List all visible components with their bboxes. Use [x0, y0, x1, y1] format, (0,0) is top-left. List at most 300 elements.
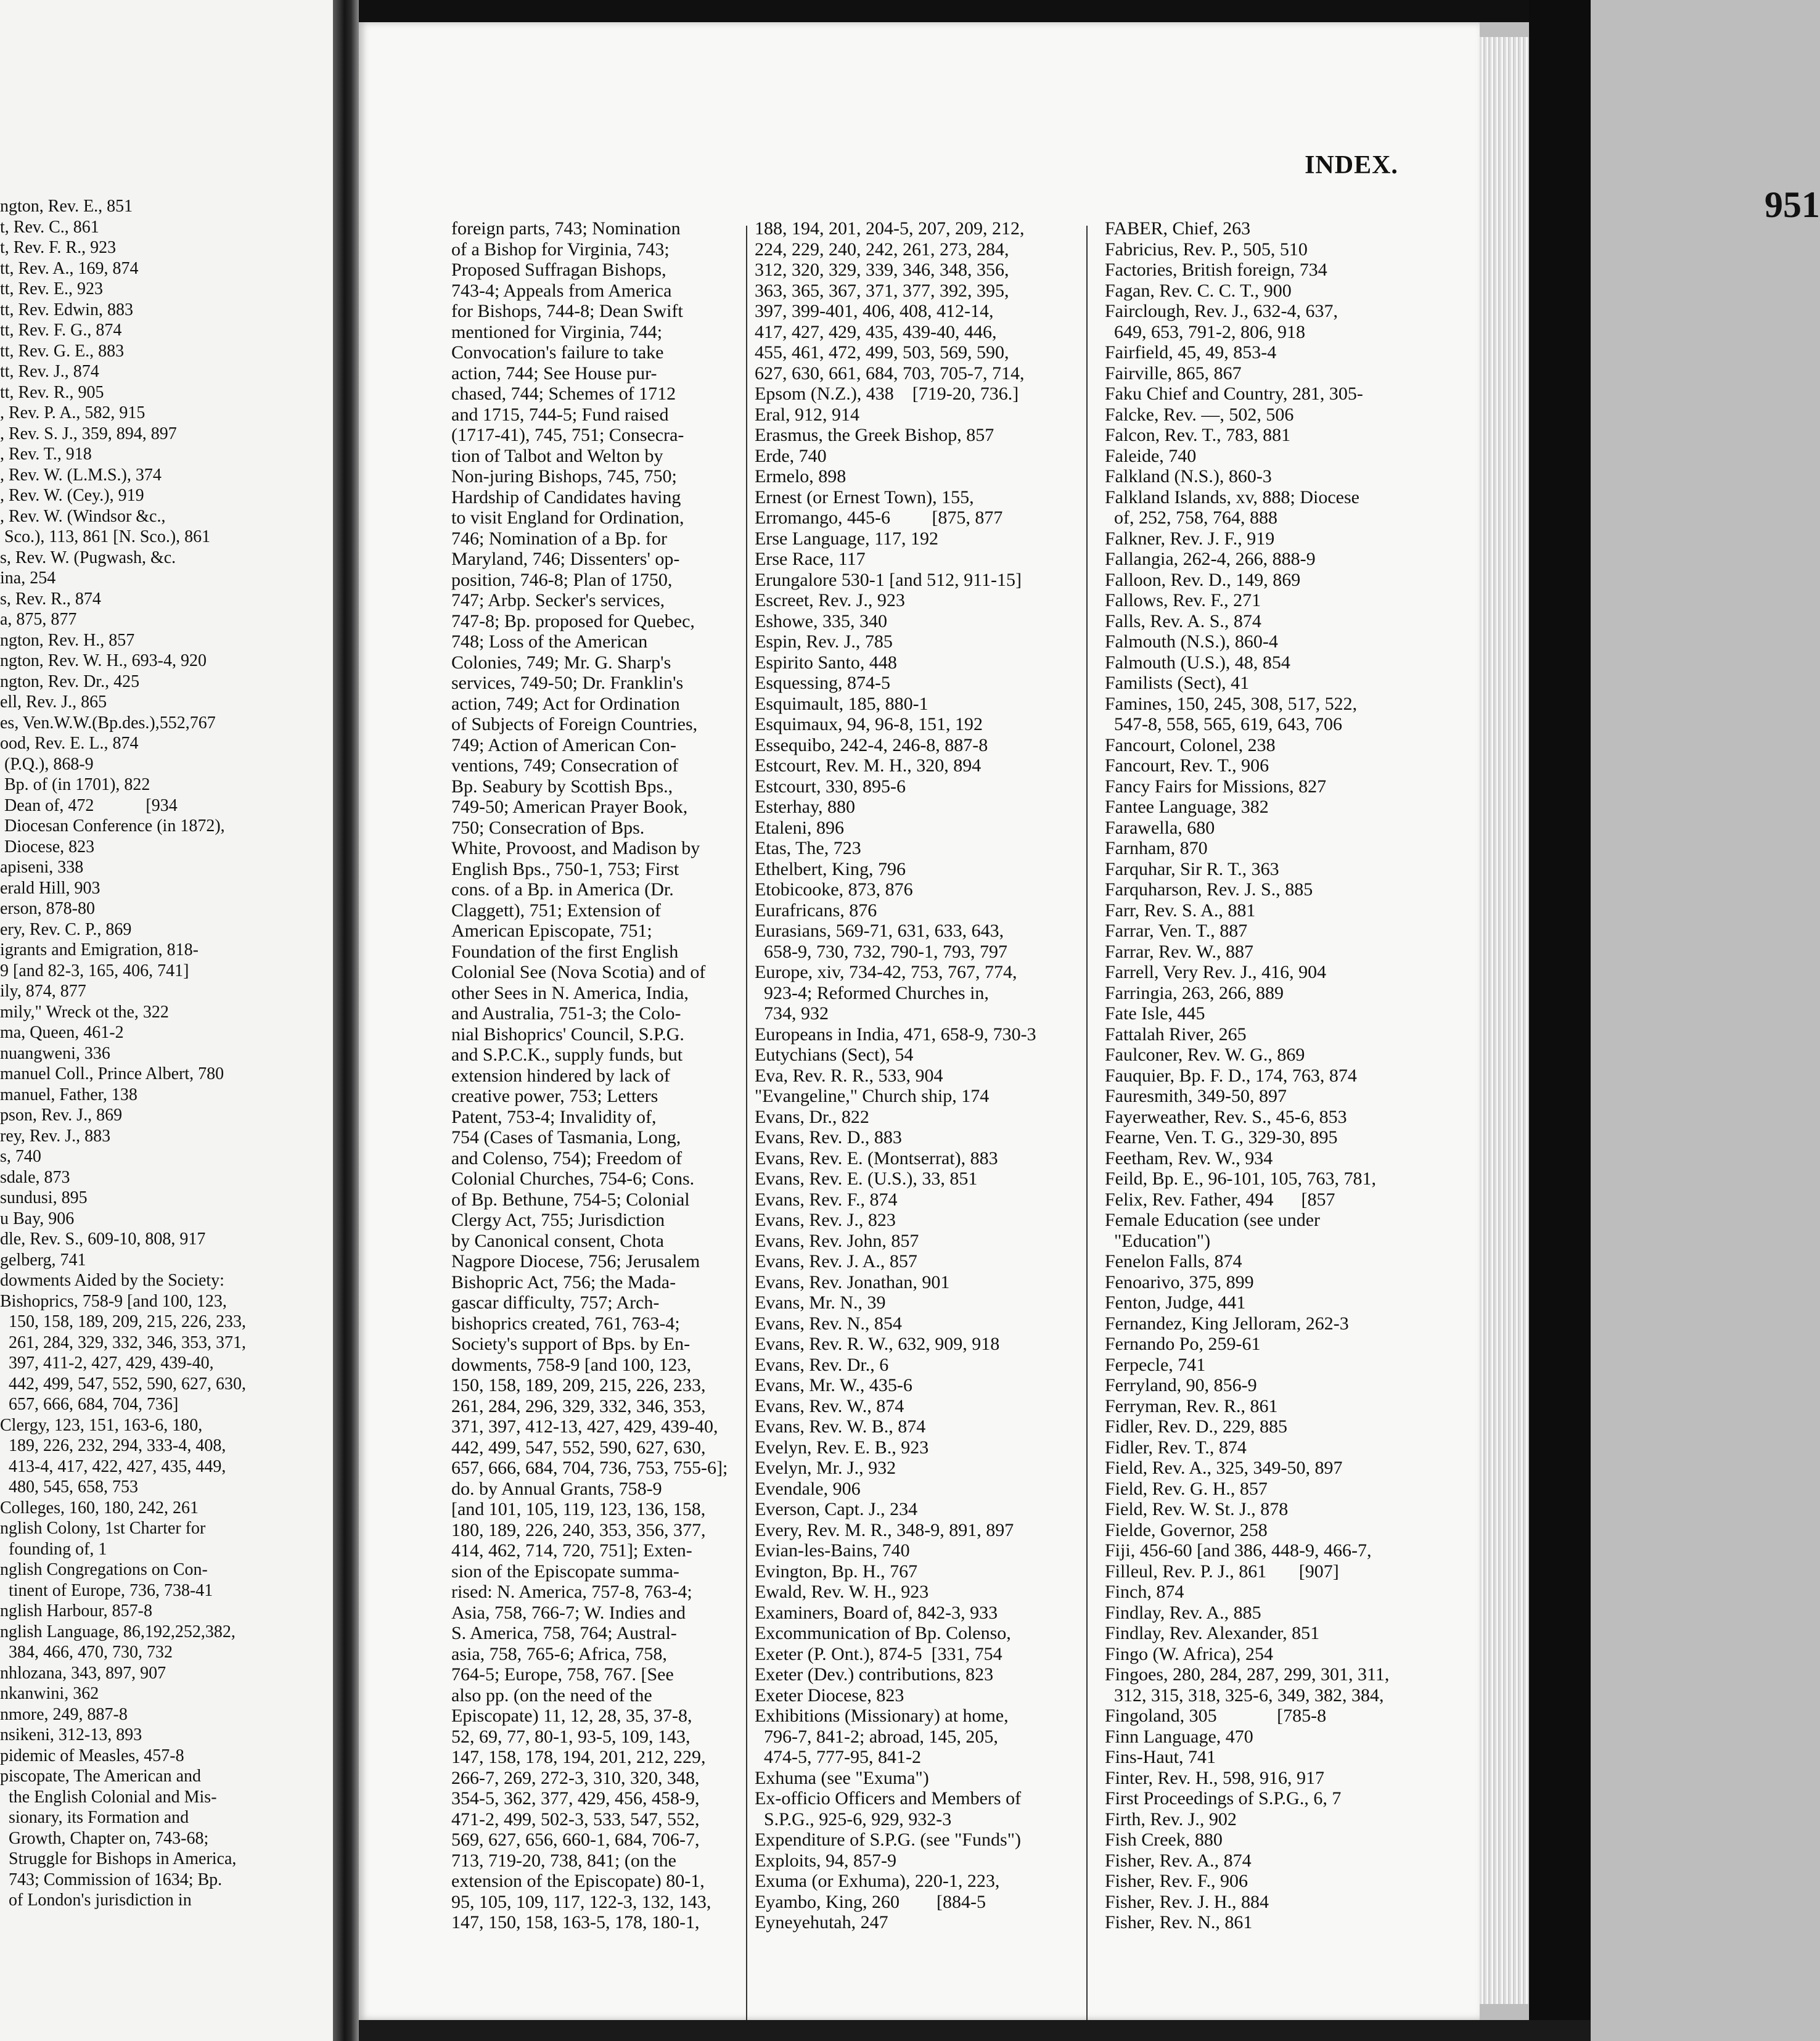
- index-entry-line: founding of, 1: [0, 1539, 107, 1559]
- index-entry-line: 750; Consecration of Bps.: [451, 817, 645, 838]
- index-entry-line: 658-9, 730, 732, 790-1, 793, 797: [755, 941, 1007, 962]
- index-entry-line: Falls, Rev. A. S., 874: [1105, 610, 1261, 631]
- index-entry-line: Colleges, 160, 180, 242, 261: [0, 1498, 199, 1517]
- index-entry-line: 371, 397, 412-13, 427, 429, 439-40,: [451, 1416, 718, 1437]
- index-entry-line: t, Rev. F. R., 923: [0, 238, 117, 257]
- index-entry-line: tion of Talbot and Welton by: [451, 445, 663, 466]
- index-entry-line: Erse Language, 117, 192: [755, 528, 938, 549]
- index-entry-line: tt, Rev. E., 923: [0, 279, 103, 298]
- index-entry-line: Society's support of Bps. by En-: [451, 1334, 691, 1354]
- index-entry-line: 749; Action of American Con-: [451, 734, 676, 755]
- index-entry-line: 384, 466, 470, 730, 732: [0, 1643, 173, 1662]
- index-entry-line: Evans, Dr., 822: [755, 1106, 869, 1127]
- index-entry-line: 764-5; Europe, 758, 767. [See: [451, 1664, 674, 1685]
- index-entry-line: 657, 666, 684, 704, 736]: [0, 1395, 179, 1414]
- index-entry-line: , Rev. S. J., 359, 894, 897: [0, 424, 177, 443]
- index-entry-line: Evans, Rev. Jonathan, 901: [755, 1271, 950, 1292]
- index-entry-line: Espin, Rev. J., 785: [755, 631, 893, 652]
- index-entry-line: Etas, The, 723: [755, 838, 861, 858]
- index-entry-line: pson, Rev. J., 869: [0, 1106, 123, 1125]
- index-entry-line: Fauresmith, 349-50, 897: [1105, 1086, 1287, 1106]
- index-entry-line: u Bay, 906: [0, 1209, 75, 1228]
- index-entry-line: Exploits, 94, 857-9: [755, 1850, 896, 1871]
- index-entry-line: 442, 499, 547, 552, 590, 627, 630,: [0, 1374, 246, 1394]
- index-entry-line: s, 740: [0, 1147, 41, 1166]
- index-entry-line: by Canonical consent, Chota: [451, 1230, 664, 1251]
- index-entry-line: Fantee Language, 382: [1105, 797, 1269, 817]
- index-entry-line: Fauquier, Bp. F. D., 174, 763, 874: [1105, 1065, 1357, 1086]
- index-entry-line: White, Provoost, and Madison by: [451, 838, 700, 858]
- index-entry-line: Colonial Churches, 754-6; Cons.: [451, 1168, 695, 1189]
- index-entry-line: "Evangeline," Church ship, 174: [755, 1086, 990, 1106]
- index-entry-line: Erromango, 445-6 [875, 877: [755, 507, 1003, 528]
- index-entry-line: Fidler, Rev. D., 229, 885: [1105, 1416, 1288, 1437]
- index-entry-line: 180, 189, 226, 240, 353, 356, 377,: [451, 1519, 706, 1540]
- index-entry-line: Ferryman, Rev. R., 861: [1105, 1395, 1278, 1416]
- index-entry-line: Faulconer, Rev. W. G., 869: [1105, 1045, 1305, 1065]
- index-entry-line: Fielde, Governor, 258: [1105, 1519, 1268, 1540]
- index-entry-line: Finn Language, 470: [1105, 1726, 1253, 1747]
- index-entry-line: Feetham, Rev. W., 934: [1105, 1148, 1273, 1168]
- index-entry-line: the English Colonial and Mis-: [0, 1787, 217, 1807]
- index-entry-line: Foundation of the first English: [451, 941, 679, 962]
- index-entry-line: Maryland, 746; Dissenters' op-: [451, 549, 680, 569]
- index-entry-line: Felix, Rev. Father, 494 [857: [1105, 1189, 1335, 1210]
- index-entry-line: Findlay, Rev. Alexander, 851: [1105, 1623, 1320, 1643]
- index-entry-line: Ermelo, 898: [755, 466, 846, 487]
- index-entry-line: Fenoarivo, 375, 899: [1105, 1271, 1254, 1292]
- background-bottom: [359, 2020, 1591, 2041]
- index-entry-line: Estcourt, 330, 895-6: [755, 776, 906, 797]
- index-entry-line: Farr, Rev. S. A., 881: [1105, 900, 1256, 921]
- index-entry-line: tt, Rev. Edwin, 883: [0, 300, 133, 319]
- index-entry-line: do. by Annual Grants, 758-9: [451, 1478, 662, 1499]
- index-entry-line: nmore, 249, 887-8: [0, 1704, 128, 1724]
- index-entry-line: Farnham, 870: [1105, 838, 1208, 858]
- index-entry-line: Fish Creek, 880: [1105, 1830, 1223, 1850]
- index-entry-line: other Sees in N. America, India,: [451, 982, 689, 1003]
- index-entry-line: and S.P.C.K., supply funds, but: [451, 1045, 683, 1065]
- index-entry-line: 743-4; Appeals from America: [451, 280, 672, 301]
- index-entry-line: Fisher, Rev. A., 874: [1105, 1850, 1252, 1871]
- index-entry-line: Etaleni, 896: [755, 817, 844, 838]
- index-entry-line: Fairfield, 45, 49, 853-4: [1105, 342, 1277, 363]
- background-top: [359, 0, 1591, 22]
- index-entry-line: 417, 427, 429, 435, 439-40, 446,: [755, 321, 997, 342]
- index-entry-line: sionary, its Formation and: [0, 1808, 189, 1827]
- index-entry-line: cons. of a Bp. in America (Dr.: [451, 879, 674, 900]
- index-entry-line: dle, Rev. S., 609-10, 808, 917: [0, 1230, 206, 1249]
- index-entry-line: Ewald, Rev. W. H., 923: [755, 1582, 929, 1602]
- index-entry-line: Fearne, Ven. T. G., 329-30, 895: [1105, 1127, 1338, 1148]
- index-entry-line: ngton, Rev. Dr., 425: [0, 671, 140, 691]
- index-entry-line: Female Education (see under: [1105, 1210, 1321, 1230]
- index-entry-line: Diocesan Conference (in 1872),: [0, 816, 225, 836]
- index-entry-line: Evans, Mr. W., 435-6: [755, 1375, 912, 1395]
- index-entry-line: Colonies, 749; Mr. G. Sharp's: [451, 652, 671, 673]
- index-entry-line: for Bishops, 744-8; Dean Swift: [451, 301, 683, 321]
- index-entry-line: Fenelon Falls, 874: [1105, 1251, 1242, 1271]
- index-entry-line: s, Rev. R., 874: [0, 589, 101, 609]
- index-entry-line: Patent, 753-4; Invalidity of,: [451, 1106, 657, 1127]
- index-entry-line: 147, 158, 178, 194, 201, 212, 229,: [451, 1747, 706, 1767]
- index-entry-line: 749-50; American Prayer Book,: [451, 797, 688, 817]
- index-entry-line: 261, 284, 329, 332, 346, 353, 371,: [0, 1333, 246, 1352]
- index-entry-line: Esquimaux, 94, 96-8, 151, 192: [755, 714, 983, 734]
- index-entry-line: 474-5, 777-95, 841-2: [755, 1747, 921, 1767]
- index-entry-line: sundusi, 895: [0, 1188, 88, 1207]
- index-entry-line: Ex-officio Officers and Members of: [755, 1788, 1022, 1809]
- index-entry-line: Evian-les-Bains, 740: [755, 1540, 910, 1561]
- index-entry-line: mentioned for Virginia, 744;: [451, 321, 663, 342]
- index-entry-line: , Rev. W. (Cey.), 919: [0, 486, 144, 505]
- index-entry-line: also pp. (on the need of the: [451, 1685, 652, 1706]
- index-entry-line: asia, 758, 765-6; Africa, 758,: [451, 1643, 667, 1664]
- index-entry-line: Non-juring Bishops, 745, 750;: [451, 466, 677, 487]
- index-entry-line: nglish Colony, 1st Charter for: [0, 1519, 206, 1538]
- running-head: INDEX.: [1305, 151, 1398, 179]
- index-entry-line: Findlay, Rev. A., 885: [1105, 1602, 1261, 1623]
- index-entry-line: Fairville, 865, 867: [1105, 363, 1242, 384]
- right-page: [359, 22, 1820, 2020]
- index-entry-line: nglish Congregations on Con-: [0, 1560, 208, 1579]
- index-entry-line: tt, Rev. F. G., 874: [0, 321, 122, 340]
- index-entry-line: 266-7, 269, 272-3, 310, 320, 348,: [451, 1767, 700, 1788]
- index-entry-line: Proposed Suffragan Bishops,: [451, 260, 666, 280]
- index-entry-line: Erse Race, 117: [755, 549, 866, 569]
- index-entry-line: services, 749-50; Dr. Franklin's: [451, 673, 684, 693]
- index-entry-line: Field, Rev. W. St. J., 878: [1105, 1499, 1289, 1519]
- index-entry-line: tt, Rev. G. E., 883: [0, 341, 125, 361]
- index-entry-line: Farrar, Rev. W., 887: [1105, 941, 1253, 962]
- index-entry-line: manuel, Father, 138: [0, 1085, 137, 1104]
- index-entry-line: 363, 365, 367, 371, 377, 392, 395,: [755, 280, 1009, 301]
- index-entry-line: Fins-Haut, 741: [1105, 1747, 1216, 1767]
- index-column-2: [755, 218, 1078, 1933]
- index-entry-line: Evans, Rev. Dr., 6: [755, 1354, 889, 1375]
- index-entry-line: Hardship of Candidates having: [451, 487, 681, 507]
- index-entry-line: tinent of Europe, 736, 738-41: [0, 1580, 213, 1600]
- index-entry-line: 796-7, 841-2; abroad, 145, 205,: [755, 1726, 998, 1747]
- index-entry-line: Dean of, 472 [934: [0, 795, 178, 815]
- index-entry-line: ngton, Rev. E., 851: [0, 197, 133, 216]
- index-entry-line: and 1715, 744-5; Fund raised: [451, 404, 669, 425]
- index-entry-line: Espirito Santo, 448: [755, 652, 897, 673]
- index-entry-line: Erde, 740: [755, 445, 827, 466]
- index-entry-line: 748; Loss of the American: [451, 631, 648, 652]
- index-entry-line: nuangweni, 336: [0, 1043, 110, 1063]
- index-entry-line: Fidler, Rev. T., 874: [1105, 1437, 1247, 1458]
- index-entry-line: 150, 158, 189, 209, 215, 226, 233,: [0, 1312, 246, 1331]
- index-entry-line: Esquimault, 185, 880-1: [755, 693, 928, 714]
- index-entry-line: 754 (Cases of Tasmania, Long,: [451, 1127, 681, 1148]
- index-entry-line: Finter, Rev. H., 598, 916, 917: [1105, 1767, 1325, 1788]
- index-entry-line: Farrell, Very Rev. J., 416, 904: [1105, 962, 1327, 982]
- index-entry-line: Ethelbert, King, 796: [755, 858, 906, 879]
- index-entry-line: 414, 462, 714, 720, 751]; Exten-: [451, 1540, 692, 1561]
- index-entry-line: action, 749; Act for Ordination: [451, 693, 680, 714]
- index-entry-line: Exeter (Dev.) contributions, 823: [755, 1664, 994, 1685]
- index-entry-line: Faku Chief and Country, 281, 305-: [1105, 384, 1363, 404]
- index-entry-line: Evans, Rev. R. W., 632, 909, 918: [755, 1334, 1000, 1354]
- index-entry-line: Feild, Bp. E., 96-101, 105, 763, 781,: [1105, 1168, 1376, 1189]
- index-entry-line: , Rev. W. (L.M.S.), 374: [0, 465, 162, 485]
- index-entry-line: Fancourt, Rev. T., 906: [1105, 755, 1269, 776]
- index-entry-line: Field, Rev. G. H., 857: [1105, 1478, 1268, 1499]
- index-entry-line: Epsom (N.Z.), 438 [719-20, 736.]: [755, 384, 1019, 404]
- index-entry-line: Every, Rev. M. R., 348-9, 891, 897: [755, 1519, 1014, 1540]
- index-entry-line: 150, 158, 189, 209, 215, 226, 233,: [451, 1375, 706, 1395]
- index-entry-line: Eyambo, King, 260 [884-5: [755, 1891, 986, 1912]
- index-entry-line: Evans, Rev. J., 823: [755, 1210, 896, 1230]
- index-entry-line: 397, 411-2, 427, 429, 439-40,: [0, 1353, 214, 1373]
- index-entry-line: erson, 878-80: [0, 899, 95, 918]
- index-entry-line: Fiji, 456-60 [and 386, 448-9, 466-7,: [1105, 1540, 1372, 1561]
- index-entry-line: Evelyn, Mr. J., 932: [755, 1458, 896, 1478]
- index-entry-line: manuel Coll., Prince Albert, 780: [0, 1064, 224, 1083]
- index-entry-line: erald Hill, 903: [0, 878, 100, 898]
- index-entry-line: Claggett), 751; Extension of: [451, 900, 661, 921]
- index-entry-line: ina, 254: [0, 569, 56, 588]
- index-entry-line: pidemic of Measles, 457-8: [0, 1746, 184, 1765]
- page-edges: [1480, 37, 1529, 2004]
- index-entry-line: Evington, Bp. H., 767: [755, 1561, 918, 1582]
- index-entry-line: Falmouth (N.S.), 860-4: [1105, 631, 1278, 652]
- index-entry-line: ma, Queen, 461-2: [0, 1023, 124, 1042]
- index-entry-line: Sco.), 113, 861 [N. Sco.), 861: [0, 527, 211, 546]
- index-entry-line: Escreet, Rev. J., 923: [755, 590, 905, 610]
- index-entry-line: 442, 499, 547, 552, 590, 627, 630,: [451, 1437, 706, 1458]
- index-entry-line: Fate Isle, 445: [1105, 1003, 1205, 1024]
- index-entry-line: Estcourt, Rev. M. H., 320, 894: [755, 755, 982, 776]
- index-entry-line: ngton, Rev. W. H., 693-4, 920: [0, 651, 207, 670]
- index-entry-line: piscopate, The American and: [0, 1767, 202, 1786]
- index-entry-line: 713, 719-20, 738, 841; (on the: [451, 1850, 676, 1871]
- index-entry-line: Europeans in India, 471, 658-9, 730-3: [755, 1024, 1036, 1045]
- index-entry-line: Evans, Rev. N., 854: [755, 1313, 902, 1334]
- index-entry-line: 189, 226, 232, 294, 333-4, 408,: [0, 1436, 226, 1455]
- index-entry-line: Fallangia, 262-4, 266, 888-9: [1105, 549, 1316, 569]
- index-entry-line: Fisher, Rev. J. H., 884: [1105, 1891, 1269, 1912]
- index-entry-line: , Rev. T., 918: [0, 445, 92, 464]
- index-entry-line: Evans, Rev. D., 883: [755, 1127, 902, 1148]
- index-entry-line: Evans, Rev. W., 874: [755, 1395, 904, 1416]
- index-entry-line: Bp. Seabury by Scottish Bps.,: [451, 776, 673, 797]
- book-gutter: [333, 0, 359, 2041]
- index-entry-line: Fallows, Rev. F., 271: [1105, 590, 1261, 610]
- index-entry-line: creative power, 753; Letters: [451, 1086, 658, 1106]
- index-entry-line: apiseni, 338: [0, 858, 84, 877]
- index-entry-line: 627, 630, 661, 684, 703, 705-7, 714,: [755, 363, 1025, 384]
- index-entry-line: 471-2, 499, 502-3, 533, 547, 552,: [451, 1809, 700, 1830]
- index-entry-line: "Education"): [1105, 1230, 1211, 1251]
- index-entry-line: 480, 545, 658, 753: [0, 1477, 138, 1497]
- index-entry-line: Eurafricans, 876: [755, 900, 877, 921]
- index-entry-line: Struggle for Bishops in America,: [0, 1849, 237, 1868]
- index-entry-line: of, 252, 758, 764, 888: [1105, 507, 1277, 528]
- index-entry-line: Eva, Rev. R. R., 533, 904: [755, 1065, 943, 1086]
- index-entry-line: gascar difficulty, 757; Arch-: [451, 1292, 660, 1313]
- index-entry-line: Familists (Sect), 41: [1105, 673, 1250, 693]
- index-entry-line: Falkland Islands, xv, 888; Diocese: [1105, 487, 1359, 507]
- index-entry-line: Nagpore Diocese, 756; Jerusalem: [451, 1251, 700, 1271]
- index-entry-line: Farrar, Ven. T., 887: [1105, 921, 1248, 941]
- index-entry-line: Ferryland, 90, 856-9: [1105, 1375, 1257, 1395]
- index-entry-line: Evans, Rev. J. A., 857: [755, 1251, 917, 1271]
- index-entry-line: FABER, Chief, 263: [1105, 218, 1251, 239]
- index-entry-line: extension of the Episcopate) 80-1,: [451, 1871, 705, 1891]
- index-entry-line: Bishoprics, 758-9 [and 100, 123,: [0, 1291, 227, 1311]
- index-entry-line: Fancourt, Colonel, 238: [1105, 734, 1276, 755]
- index-entry-line: Falmouth (U.S.), 48, 854: [1105, 652, 1290, 673]
- index-entry-line: (1717-41), 745, 751; Consecra-: [451, 425, 684, 445]
- index-entry-line: , Rev. P. A., 582, 915: [0, 403, 146, 422]
- index-entry-line: nhlozana, 343, 897, 907: [0, 1663, 166, 1683]
- index-entry-line: Fingoes, 280, 284, 287, 299, 301, 311,: [1105, 1664, 1390, 1685]
- index-entry-line: a, 875, 877: [0, 610, 77, 629]
- index-entry-line: 9 [and 82-3, 165, 406, 741]: [0, 961, 189, 980]
- index-entry-line: ood, Rev. E. L., 874: [0, 734, 139, 753]
- index-entry-line: Factories, British foreign, 734: [1105, 260, 1327, 280]
- index-entry-line: Excommunication of Bp. Colenso,: [755, 1623, 1011, 1643]
- index-entry-line: Evans, Rev. E. (Montserrat), 883: [755, 1148, 998, 1168]
- index-entry-line: Fernandez, King Jelloram, 262-3: [1105, 1313, 1349, 1334]
- index-entry-line: rised: N. America, 757-8, 763-4;: [451, 1582, 692, 1602]
- index-entry-line: Fingo (W. Africa), 254: [1105, 1643, 1274, 1664]
- index-entry-line: sdale, 873: [0, 1167, 70, 1187]
- index-entry-line: action, 744; See House pur-: [451, 363, 657, 384]
- index-entry-line: Exhuma (see "Exuma"): [755, 1767, 929, 1788]
- index-entry-line: Farawella, 680: [1105, 817, 1215, 838]
- index-entry-line: Fabricius, Rev. P., 505, 510: [1105, 239, 1308, 260]
- index-entry-line: tt, Rev. J., 874: [0, 362, 99, 381]
- index-entry-line: 569, 627, 656, 660-1, 684, 706-7,: [451, 1830, 700, 1850]
- index-entry-line: Eutychians (Sect), 54: [755, 1045, 914, 1065]
- left-page-column: [0, 196, 321, 1911]
- index-entry-line: dowments, 758-9 [and 100, 123,: [451, 1354, 692, 1375]
- index-entry-line: 95, 105, 109, 117, 122-3, 132, 143,: [451, 1891, 711, 1912]
- index-entry-line: extension hindered by lack of: [451, 1065, 670, 1086]
- index-entry-line: Bp. of (in 1701), 822: [0, 775, 150, 794]
- index-entry-line: Filleul, Rev. P. J., 861 [907]: [1105, 1561, 1339, 1582]
- index-entry-line: of London's jurisdiction in: [0, 1891, 192, 1910]
- index-entry-line: ery, Rev. C. P., 869: [0, 919, 132, 939]
- index-entry-line: Evans, Rev. E. (U.S.), 33, 851: [755, 1168, 978, 1189]
- index-entry-line: es, Ven.W.W.(Bp.des.),552,767: [0, 713, 216, 733]
- index-entry-line: chased, 744; Schemes of 1712: [451, 384, 676, 404]
- index-entry-line: Diocese, 823: [0, 837, 95, 856]
- index-entry-line: Eral, 912, 914: [755, 404, 859, 425]
- index-entry-line: Erungalore 530-1 [and 512, 911-15]: [755, 569, 1022, 590]
- index-entry-line: nglish Harbour, 857-8: [0, 1601, 152, 1620]
- index-entry-line: 312, 315, 318, 325-6, 349, 382, 384,: [1105, 1685, 1384, 1706]
- index-column-1: [451, 218, 772, 1933]
- index-entry-line: Examiners, Board of, 842-3, 933: [755, 1602, 998, 1623]
- index-entry-line: 147, 150, 158, 163-5, 178, 180-1,: [451, 1912, 700, 1932]
- index-entry-line: Exuma (or Exhuma), 220-1, 223,: [755, 1871, 1000, 1891]
- index-entry-line: nglish Language, 86,192,252,382,: [0, 1622, 236, 1641]
- column-rule: [1086, 226, 1088, 2026]
- background-right: [1529, 0, 1591, 2041]
- index-entry-line: 649, 653, 791-2, 806, 918: [1105, 321, 1305, 342]
- index-entry-line: Fancy Fairs for Missions, 827: [1105, 776, 1327, 797]
- index-entry-line: 747; Arbp. Secker's services,: [451, 590, 665, 610]
- index-entry-line: Exeter Diocese, 823: [755, 1685, 904, 1706]
- index-entry-line: Firth, Rev. J., 902: [1105, 1809, 1237, 1830]
- index-entry-line: 657, 666, 684, 704, 736, 753, 755-6];: [451, 1458, 728, 1478]
- index-entry-line: Convocation's failure to take: [451, 342, 664, 363]
- index-entry-line: Clergy Act, 755; Jurisdiction: [451, 1210, 665, 1230]
- index-entry-line: 261, 284, 296, 329, 332, 346, 353,: [451, 1395, 706, 1416]
- index-entry-line: Falkland (N.S.), 860-3: [1105, 466, 1272, 487]
- index-entry-line: Clergy, 123, 151, 163-6, 180,: [0, 1415, 203, 1435]
- index-entry-line: Falkner, Rev. J. F., 919: [1105, 528, 1275, 549]
- index-entry-line: Famines, 150, 245, 308, 517, 522,: [1105, 693, 1358, 714]
- index-entry-line: Fisher, Rev. N., 861: [1105, 1912, 1253, 1932]
- index-entry-line: Fagan, Rev. C. C. T., 900: [1105, 280, 1292, 301]
- index-entry-line: s, Rev. W. (Pugwash, &c.: [0, 548, 176, 567]
- index-entry-line: nsikeni, 312-13, 893: [0, 1725, 142, 1744]
- index-entry-line: 312, 320, 329, 339, 346, 348, 356,: [755, 260, 1009, 280]
- index-entry-line: Asia, 758, 766-7; W. Indies and: [451, 1602, 686, 1623]
- index-entry-line: , Rev. W. (Windsor &c.,: [0, 506, 166, 526]
- index-entry-line: of Bp. Bethune, 754-5; Colonial: [451, 1189, 690, 1210]
- index-entry-line: Expenditure of S.P.G. (see "Funds"): [755, 1830, 1021, 1850]
- index-entry-line: Field, Rev. A., 325, 349-50, 897: [1105, 1458, 1343, 1478]
- index-entry-line: American Episcopate, 751;: [451, 921, 652, 941]
- index-entry-line: Ferpecle, 741: [1105, 1354, 1206, 1375]
- index-entry-line: 52, 69, 77, 80-1, 93-5, 109, 143,: [451, 1726, 691, 1747]
- index-entry-line: ell, Rev. J., 865: [0, 692, 107, 712]
- index-entry-line: Bishopric Act, 756; the Mada-: [451, 1271, 676, 1292]
- index-entry-line: bishoprics created, 761, 763-4;: [451, 1313, 680, 1334]
- index-entry-line: mily," Wreck ot the, 322: [0, 1002, 169, 1022]
- index-entry-line: Fairclough, Rev. J., 632-4, 637,: [1105, 301, 1338, 321]
- index-entry-line: 743; Commission of 1634; Bp.: [0, 1870, 223, 1889]
- index-entry-line: Evans, Rev. F., 874: [755, 1189, 898, 1210]
- index-entry-line: Falcon, Rev. T., 783, 881: [1105, 425, 1291, 445]
- index-entry-line: Eyneyehutah, 247: [755, 1912, 888, 1932]
- index-entry-line: Falcke, Rev. —, 502, 506: [1105, 404, 1294, 425]
- index-entry-line: Etobicooke, 873, 876: [755, 879, 913, 900]
- index-entry-line: Farquharson, Rev. J. S., 885: [1105, 879, 1313, 900]
- index-entry-line: 455, 461, 472, 499, 503, 569, 590,: [755, 342, 1009, 363]
- index-entry-line: nkanwini, 362: [0, 1684, 99, 1703]
- index-entry-line: Growth, Chapter on, 743-68;: [0, 1828, 209, 1848]
- index-entry-line: (P.Q.), 868-9: [0, 754, 94, 774]
- index-entry-line: dowments Aided by the Society:: [0, 1271, 224, 1290]
- index-entry-line: Colonial See (Nova Scotia) and of: [451, 962, 706, 982]
- index-entry-line: Everson, Capt. J., 234: [755, 1499, 918, 1519]
- index-entry-line: Farringia, 263, 266, 889: [1105, 982, 1284, 1003]
- index-entry-line: Episcopate) 11, 12, 28, 35, 37-8,: [451, 1706, 692, 1726]
- index-entry-line: 188, 194, 201, 204-5, 207, 209, 212,: [755, 218, 1025, 239]
- index-entry-line: Exeter (P. Ont.), 874-5 [331, 754: [755, 1643, 1002, 1664]
- index-entry-line: Eshowe, 335, 340: [755, 610, 887, 631]
- index-entry-line: rey, Rev. J., 883: [0, 1126, 111, 1146]
- index-entry-line: 747-8; Bp. proposed for Quebec,: [451, 610, 695, 631]
- index-entry-line: S. America, 758, 764; Austral-: [451, 1623, 677, 1643]
- index-entry-line: ily, 874, 877: [0, 982, 86, 1001]
- index-entry-line: ventions, 749; Consecration of: [451, 755, 679, 776]
- index-entry-line: 354-5, 362, 377, 429, 456, 458-9,: [451, 1788, 700, 1809]
- index-entry-line: Fisher, Rev. F., 906: [1105, 1871, 1248, 1891]
- index-entry-line: gelberg, 741: [0, 1250, 86, 1270]
- index-entry-line: Fernando Po, 259-61: [1105, 1334, 1261, 1354]
- left-page: [0, 0, 333, 2041]
- index-entry-line: Ernest (or Ernest Town), 155,: [755, 487, 974, 507]
- index-entry-line: position, 746-8; Plan of 1750,: [451, 569, 673, 590]
